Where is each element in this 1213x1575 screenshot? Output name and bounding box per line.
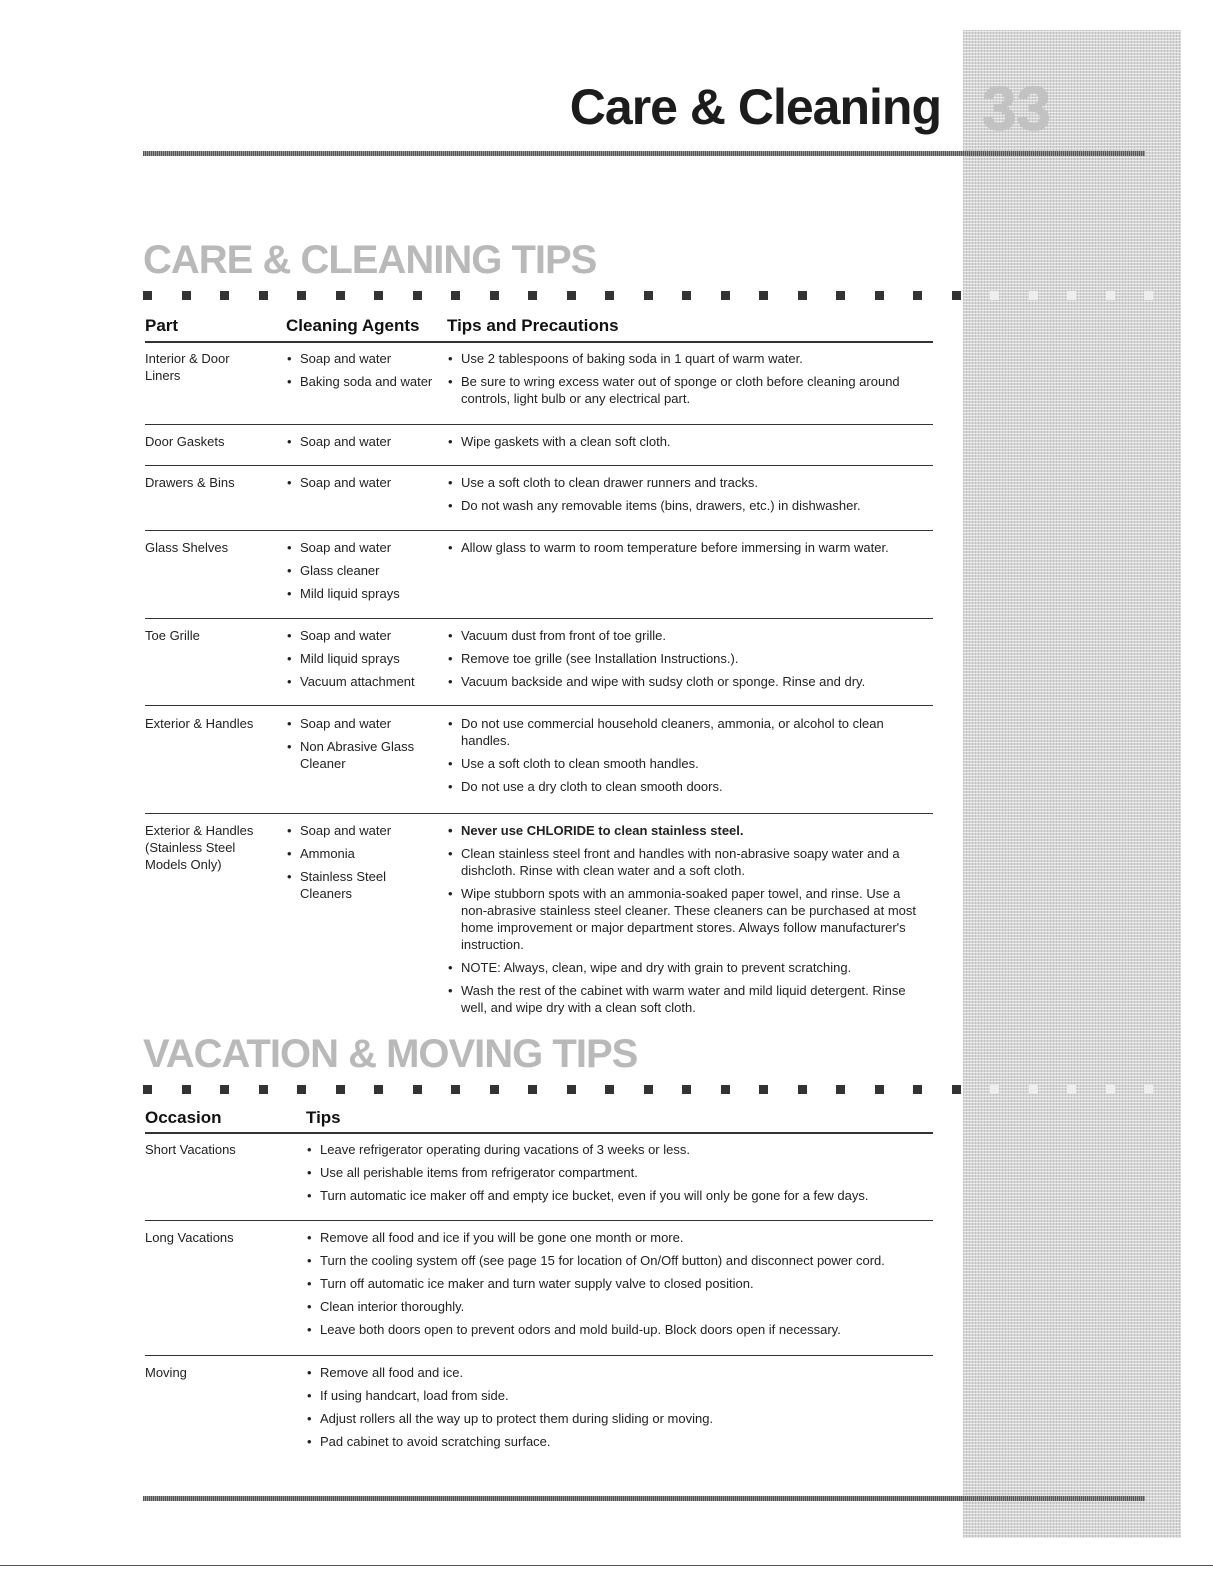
tips-list	[447, 627, 917, 696]
occasion-label: Short Vacations	[145, 1142, 236, 1157]
list-item: • Allow glass to warm to room temperature before immersing in warm water.	[447, 539, 917, 556]
part-label: Drawers & Bins	[145, 475, 235, 490]
table-header-rule	[145, 341, 933, 343]
list-item: • Leave both doors open to prevent odors and mold build-up. Block doors open if necessary.	[306, 1321, 916, 1338]
table-header-rule	[145, 1132, 933, 1134]
list-item: • Use a soft cloth to clean drawer runners and tracks.	[447, 474, 917, 491]
part-label: Toe Grille	[145, 628, 200, 643]
agents-list	[286, 474, 436, 497]
list-item: • Do not wash any removable items (bins, drawers, etc.) in dishwasher.	[447, 497, 917, 514]
list-item: • Wipe stubborn spots with an ammonia-soaked paper towel, and rinse. Use a non-abrasive stainless steel cleaner. These cleaners can be purchased at most home improvement or major department stores. Always follow manufacturer's instruction.	[447, 885, 917, 953]
list-item: • Pad cabinet to avoid scratching surface.	[306, 1433, 916, 1450]
list-item: • Stainless Steel Cleaners	[286, 868, 436, 902]
list-item: • Vacuum dust from front of toe grille.	[447, 627, 917, 644]
list-item: • Turn off automatic ice maker and turn water supply valve to closed position.	[306, 1275, 916, 1292]
list-item: • Be sure to wring excess water out of sponge or cloth before cleaning around controls, light bulb or any electrical part.	[447, 373, 917, 407]
header-rule	[143, 151, 1145, 156]
column-header-tips: Tips	[306, 1108, 341, 1127]
list-item: • Wash the rest of the cabinet with warm water and mild liquid detergent. Rinse well, and wipe dry with a clean soft cloth.	[447, 982, 917, 1016]
column-header-tips: Tips and Precautions	[447, 316, 619, 335]
list-item: • Do not use commercial household cleaners, ammonia, or alcohol to clean handles.	[447, 715, 917, 749]
list-item: • Clean stainless steel front and handles with non-abrasive soapy water and a dishcloth. Rinse with clean water and a soft cloth.	[447, 845, 917, 879]
part-label: Door Gaskets	[145, 434, 225, 449]
list-item: • Baking soda and water	[286, 373, 436, 390]
page-number: 33	[982, 75, 1051, 144]
list-item: • Soap and water	[286, 433, 436, 450]
list-item: • Remove all food and ice if you will be gone one month or more.	[306, 1229, 916, 1246]
tips-list	[306, 1364, 916, 1456]
list-item: • Use a soft cloth to clean smooth handles.	[447, 755, 917, 772]
part-label: Exterior & Handles	[145, 716, 254, 731]
list-item: • Adjust rollers all the way up to protect them during sliding or moving.	[306, 1410, 916, 1427]
occasion-label: Moving	[145, 1365, 187, 1380]
occasion-label: Long Vacations	[145, 1230, 234, 1245]
column-header-cleaning-agents: Cleaning Agents	[286, 316, 420, 335]
section-divider-dots	[143, 291, 1153, 301]
list-item: • Mild liquid sprays	[286, 650, 436, 667]
list-item: • Vacuum attachment	[286, 673, 436, 690]
list-item: • Soap and water	[286, 350, 436, 367]
row-divider	[145, 465, 933, 466]
tips-list	[447, 433, 917, 456]
list-item: • Turn the cooling system off (see page 15 for location of On/Off button) and disconnect power cord.	[306, 1252, 916, 1269]
list-item: • Mild liquid sprays	[286, 585, 436, 602]
tips-list	[447, 474, 917, 520]
list-item: • Remove all food and ice.	[306, 1364, 916, 1381]
agents-list	[286, 350, 436, 396]
part-label: Glass Shelves	[145, 540, 229, 555]
list-item: • NOTE: Always, clean, wipe and dry with grain to prevent scratching.	[447, 959, 917, 976]
tips-list	[447, 822, 917, 1022]
tips-list	[447, 350, 917, 413]
row-divider	[145, 1220, 933, 1221]
list-item: • Soap and water	[286, 715, 436, 732]
list-item: • Ammonia	[286, 845, 436, 862]
part-label: Exterior & Handles (Stainless Steel Models Only)	[145, 823, 254, 872]
footer-rule	[143, 1496, 1145, 1501]
list-item: • Use 2 tablespoons of baking soda in 1 quart of warm water.	[447, 350, 917, 367]
part-label: Interior & Door Liners	[145, 351, 230, 383]
list-item: • If using handcart, load from side.	[306, 1387, 916, 1404]
decorative-side-strip	[963, 30, 1181, 1538]
section-divider-dots	[143, 1085, 1153, 1095]
page-edge-line	[0, 1565, 1213, 1566]
list-item: • Do not use a dry cloth to clean smooth doors.	[447, 778, 917, 795]
column-header-part: Part	[145, 316, 179, 335]
agents-list	[286, 715, 436, 778]
row-divider	[145, 705, 933, 706]
list-item: • Soap and water	[286, 822, 436, 839]
list-item: • Glass cleaner	[286, 562, 436, 579]
row-divider	[145, 618, 933, 619]
list-item: • Clean interior thoroughly.	[306, 1298, 916, 1315]
list-item: • Turn automatic ice maker off and empty ice bucket, even if you will only be gone for a few days.	[306, 1187, 916, 1204]
row-divider	[145, 424, 933, 425]
agents-list	[286, 627, 436, 696]
row-divider	[145, 530, 933, 531]
agents-list	[286, 433, 436, 456]
list-item: • Soap and water	[286, 539, 436, 556]
agents-list	[286, 822, 436, 908]
tips-list	[306, 1229, 916, 1344]
row-divider	[145, 1355, 933, 1356]
page-title: Care & Cleaning	[569, 79, 941, 135]
vacation-section-heading: VACATION & MOVING TIPS	[143, 1032, 638, 1076]
list-item: • Vacuum backside and wipe with sudsy cloth or sponge. Rinse and dry.	[447, 673, 917, 690]
list-item: • Non Abrasive Glass Cleaner	[286, 738, 436, 772]
list-item: • Leave refrigerator operating during vacations of 3 weeks or less.	[306, 1141, 916, 1158]
list-item: • Soap and water	[286, 474, 436, 491]
agents-list	[286, 539, 436, 608]
list-item: • Remove toe grille (see Installation Instructions.).	[447, 650, 917, 667]
column-header-occasion: Occasion	[145, 1108, 222, 1127]
tips-list	[447, 715, 917, 801]
list-item: • Never use CHLORIDE to clean stainless steel.	[447, 822, 917, 839]
tips-list	[447, 539, 917, 562]
list-item: • Soap and water	[286, 627, 436, 644]
tips-list	[306, 1141, 916, 1210]
care-section-heading: CARE & CLEANING TIPS	[143, 238, 597, 282]
list-item: • Wipe gaskets with a clean soft cloth.	[447, 433, 917, 450]
row-divider	[145, 813, 933, 814]
list-item: • Use all perishable items from refrigerator compartment.	[306, 1164, 916, 1181]
